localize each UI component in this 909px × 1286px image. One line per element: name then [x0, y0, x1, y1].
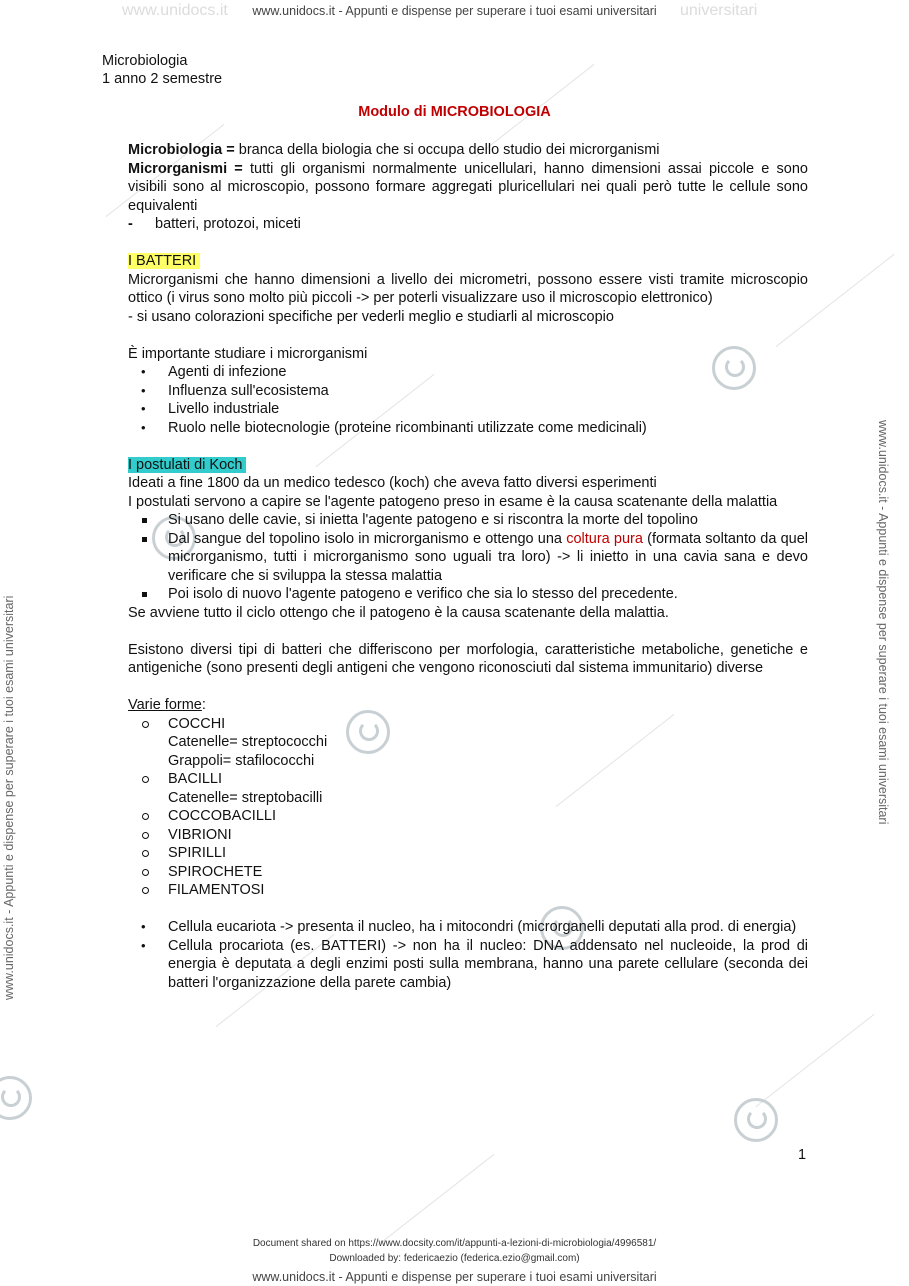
- watermark-left-vertical: www.unidocs.it - Appunti e dispense per superare i tuoi esami universitari: [2, 595, 16, 1000]
- list-item: COCCHI: [128, 715, 808, 734]
- list-subitem: Catenelle= streptobacilli: [168, 789, 323, 806]
- dash-list: [128, 215, 808, 234]
- section-heading-batteri: I BATTERI: [128, 252, 808, 271]
- list-item: • Agenti di infezione: [128, 363, 808, 382]
- definition-microrganismi: Microrganismi = tutti gli organismi normalmente unicellulari, hanno dimensioni assai piccole e sono visibili sono al microscopio, possono formare aggregati pluricellulari nei quali però tutte le cellule sono equivalenti: [128, 160, 808, 214]
- document-body: [128, 141, 808, 992]
- paragraph: - si usano colorazioni specifiche per vederli meglio e studiarli al microscopio: [128, 308, 614, 325]
- document-header: [102, 52, 222, 88]
- paragraph: Microrganismi che hanno dimensioni a livello dei micrometri, possono essere visti tramite microscopio ottico (i virus sono molto più piccoli -> per poterli visualizzare uso il microscopio elettronico): [128, 271, 808, 306]
- watermark-line: [376, 1154, 495, 1247]
- list-item: • Cellula procariota (es. BATTERI) -> non ha il nucleo: DNA addensato nel nucleoide, la prod di energia è deputata a degli enzimi posti sulla membrana, hanno una parete cellulare (seconda dei batteri l'organizzazione della parete cambia): [128, 937, 808, 993]
- paragraph: Se avviene tutto il ciclo ottengo che il patogeno è la causa scatenante della malattia.: [128, 604, 669, 621]
- list-item: Si usano delle cavie, si inietta l'agente patogeno e si riscontra la morte del topolino: [128, 511, 808, 530]
- unidocs-logo-icon: [0, 1076, 32, 1120]
- list-item: Dal sangue del topolino isolo in microrganismo e ottengo una coltura pura (formata soltanto da quel microrganismo, tutti i microrganismo sono uguali tra loro) -> li inietto in una cavia sana e devo verificare che si sviluppa la stessa malattia: [128, 530, 808, 586]
- list-item: VIBRIONI: [128, 826, 808, 845]
- course-term: 1 anno 2 semestre: [102, 71, 223, 87]
- paragraph: I postulati servono a capire se l'agente patogeno preso in esame è la causa scatenante della malattia: [128, 493, 778, 510]
- paragraph: È importante studiare i microrganismi: [128, 345, 368, 362]
- list-item: COCCOBACILLI: [128, 807, 808, 826]
- footer-shared-url: Document shared on https://www.docsity.com/it/appunti-a-lezioni-di-microbiologia/4996581/: [252, 1238, 657, 1249]
- list-item: • Ruolo nelle biotecnologie (proteine ricombinanti utilizzate come medicinali): [128, 419, 808, 438]
- page-title: Modulo di MICROBIOLOGIA: [358, 104, 551, 120]
- footer-downloaded-by: Downloaded by: federicaezio (federica.ezio@gmail.com): [329, 1253, 580, 1264]
- paragraph: Esistono diversi tipi di batteri che differiscono per morfologia, caratteristiche metaboliche, genetiche e antigeniche (sono presenti degli antigeni che vengono riconosciuti dal sistema immunitario) diverse: [128, 641, 808, 676]
- importance-list: [128, 363, 808, 437]
- forms-heading: Varie forme:: [128, 697, 206, 713]
- list-item: Poi isolo di nuovo l'agente patogeno e verifico che sia lo stesso del precedente.: [128, 585, 808, 604]
- definition-microbiologia: Microbiologia = branca della biologia che si occupa dello studio dei microrganismi: [128, 142, 660, 158]
- list-item: FILAMENTOSI: [128, 881, 808, 900]
- watermark-ghost-text: universitari: [680, 2, 758, 19]
- list-item: - batteri, protozoi, miceti: [128, 215, 808, 234]
- watermark-bottom-banner: www.unidocs.it - Appunti e dispense per superare i tuoi esami universitari: [252, 1270, 657, 1284]
- unidocs-logo-icon: [734, 1098, 778, 1142]
- watermark-line: [756, 1014, 875, 1107]
- forms-list: [128, 715, 808, 900]
- list-item: • Influenza sull'ecosistema: [128, 382, 808, 401]
- list-item: SPIRILLI: [128, 844, 808, 863]
- watermark-top-banner: www.unidocs.it - Appunti e dispense per superare i tuoi esami universitari: [252, 4, 657, 18]
- list-item: • Cellula eucariota -> presenta il nucleo, ha i mitocondri (microrganelli deputati alla prod. di energia): [128, 918, 808, 937]
- list-item: • Livello industriale: [128, 400, 808, 419]
- list-item: BACILLI: [128, 770, 808, 789]
- koch-steps-list: [128, 511, 808, 604]
- cells-list: [128, 918, 808, 992]
- watermark-ghost-text: www.unidocs.it: [122, 2, 228, 19]
- page-number: 1: [798, 1147, 807, 1163]
- list-item: SPIROCHETE: [128, 863, 808, 882]
- list-subitem: Grappoli= stafilococchi: [168, 752, 315, 769]
- list-subitem: Catenelle= streptococchi: [168, 734, 328, 750]
- paragraph: Ideati a fine 1800 da un medico tedesco (koch) che aveva fatto diversi esperimenti: [128, 475, 657, 491]
- section-heading-koch: I postulati di Koch: [128, 456, 808, 475]
- course-name: Microbiologia: [102, 53, 188, 69]
